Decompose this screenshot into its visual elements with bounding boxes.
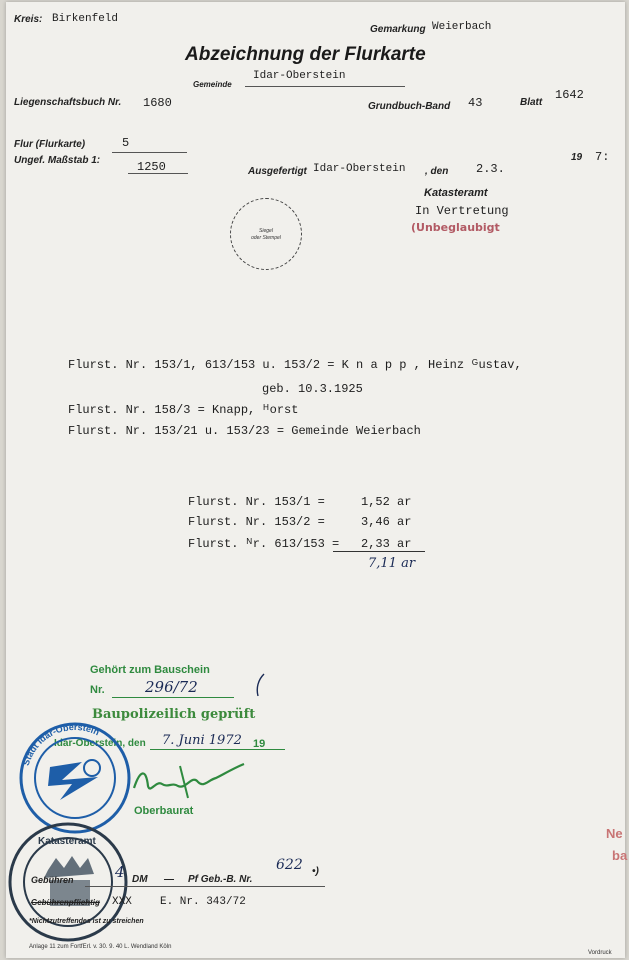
owner-line-2: geb. 10.3.1925 (262, 382, 363, 396)
flur-value: 5 (122, 136, 130, 150)
e-nr: E. Nr. 343/72 (160, 896, 246, 908)
owner-line-4: Flurst. Nr. 153/21 u. 153/23 = Gemeinde Weierbach (68, 424, 421, 438)
bauschein-tick-mark (250, 672, 270, 698)
gemarkung-value: Weierbach (432, 21, 492, 33)
area-label-1: Flurst. Nr. 153/1 = (188, 495, 325, 509)
seal-placeholder (230, 198, 302, 270)
year-prefix: 19 (571, 152, 583, 163)
blatt-value: 1642 (555, 88, 584, 102)
unbeglaubigt-stamp: (Unbeglaubigt (411, 221, 500, 234)
gebuehren-label: Gebühren (31, 875, 74, 885)
gebuehren-amount: 4 (115, 863, 125, 881)
date-value: 2.3. (476, 162, 505, 176)
ausgefertigt-label: Ausgefertigt (248, 166, 307, 177)
geb-nr-suffix: •) (312, 866, 319, 877)
grundbuch-label: Grundbuch-Band (368, 101, 451, 112)
area-label-3: Flurst. ᴺr. 613/153 = (188, 537, 340, 551)
dm-label: DM (132, 874, 148, 885)
strike-note: *Nichtzutreffendes ist zu streichen (29, 918, 144, 925)
area-value-3: 2,33 ar (361, 537, 412, 551)
gemeinde-underline (245, 86, 405, 87)
margin-red-text-2: ba (612, 848, 628, 863)
strike-marks: XXX (112, 896, 132, 908)
area-total: 7,11 ar (368, 556, 416, 571)
blatt-label: Blatt (520, 97, 543, 108)
katasteramt-label: Katasteramt (424, 187, 488, 199)
area-value-2: 3,46 ar (361, 515, 412, 529)
document-title: Abzeichnung der Flurkarte (185, 44, 426, 65)
massstab-label: Ungef. Maßstab 1: (14, 155, 101, 166)
margin-red-text-1: Ne (606, 826, 623, 841)
bauschein-date-line (150, 749, 285, 750)
bauschein-nr-line (112, 697, 234, 698)
massstab-value: 1250 (137, 160, 166, 174)
year-suffix: 7: (595, 150, 610, 164)
massstab-underline (128, 173, 188, 174)
city-stamp-ring-text: Stadt Idar-Oberstein (20, 722, 101, 767)
flur-label: Flur (Flurkarte) (14, 139, 86, 150)
liegenschaftsbuch-value: 1680 (143, 96, 172, 110)
bauschein-nr-value: 296/72 (145, 678, 198, 696)
seal-line-1: Siegel (259, 228, 273, 234)
footer-left: Anlage 11 zum FortfErl. v. 30. 9. 40 L. Wendland Köln (29, 944, 172, 950)
gemeinde-label: Gemeinde (193, 80, 232, 89)
fee-dash: — (164, 874, 174, 885)
gemeinde-value: Idar-Oberstein (253, 70, 346, 82)
fees-underline (85, 886, 325, 887)
geb-nr-value: 622 (276, 857, 303, 873)
bauschein-year: 19 (253, 738, 266, 750)
bauschein-place-date-prefix: Idar-Oberstein, den (54, 738, 146, 749)
pf-label: Pf Geb.-B. Nr. (188, 874, 253, 885)
gebuehrenpflichtig-stamp: Gebührenpflichtig (31, 898, 100, 907)
area-label-2: Flurst. Nr. 153/2 = (188, 515, 325, 529)
owner-line-3: Flurst. Nr. 158/3 = Knapp, ᴴorst (68, 403, 299, 417)
liegenschaftsbuch-label: Liegenschaftsbuch Nr. (14, 97, 122, 108)
oberbaurat-label: Oberbaurat (134, 805, 194, 817)
seal-line-2: oder Stempel (251, 235, 281, 241)
bauschein-date: 7. Juni 1972 (162, 733, 242, 748)
den-label: , den (425, 166, 449, 177)
footer-right: Vordruck (588, 950, 612, 956)
oberbaurat-signature (128, 760, 248, 806)
kreis-value: Birkenfeld (52, 13, 119, 25)
area-sum-line (333, 551, 425, 552)
katasteramt-stamp-text: Katasteramt (38, 836, 96, 847)
ausgefertigt-place: Idar-Oberstein (313, 163, 406, 175)
area-value-1: 1,52 ar (361, 495, 412, 509)
bauschein-heading: Gehört zum Bauschein (90, 664, 210, 676)
kreis-label: Kreis: (14, 14, 43, 25)
vertretung-label: In Vertretung (415, 204, 509, 218)
bauschein-nr-label: Nr. (90, 684, 105, 696)
bauschein-gothic: Baupolizeilich geprüft (92, 707, 256, 722)
grundbuch-value: 43 (468, 96, 483, 110)
flur-underline (112, 152, 187, 153)
gemarkung-label: Gemarkung (370, 24, 426, 35)
owner-line-1: Flurst. Nr. 153/1, 613/153 u. 153/2 = K n a p p , Heinz ᴳustav, (68, 358, 522, 372)
